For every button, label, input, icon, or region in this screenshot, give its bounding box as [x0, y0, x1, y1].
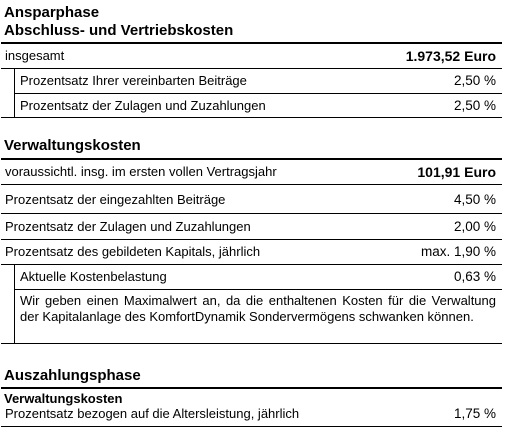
- total-row-abschlusskosten: [0, 44, 502, 68]
- table-row: [0, 69, 502, 93]
- divider: [1, 426, 502, 427]
- footnote-text: Wir geben einen Maximalwert an, da die enthaltenen Kosten für die Verwaltung der Kapitalanlage des KomfortDynamik Sondervermögens schwanken können.: [20, 293, 496, 324]
- row-value: max. 1,90 %: [420, 244, 496, 259]
- row-value: 1,75 %: [453, 406, 496, 421]
- row-label: Prozentsatz bezogen auf die Altersleistung, jährlich: [5, 406, 300, 421]
- total-label: insgesamt: [5, 48, 65, 63]
- table-row-current-cost: [0, 265, 502, 289]
- row-value: 4,50 %: [453, 192, 496, 207]
- row-label: Prozentsatz des gebildeten Kapitals, jährlich: [5, 244, 261, 259]
- table-row: [0, 188, 502, 212]
- section-title-auszahlungsphase: Auszahlungsphase: [4, 367, 141, 384]
- divider: [1, 343, 502, 344]
- table-row: [0, 402, 502, 426]
- row-label: Prozentsatz Ihrer vereinbarten Beiträge: [20, 73, 247, 88]
- row-value: 2,00 %: [453, 219, 496, 234]
- subsection-title-abschlusskosten: Abschluss- und Vertriebskosten: [4, 22, 234, 39]
- row-value: 2,50 %: [453, 98, 496, 113]
- total-row-verwaltungskosten: [0, 160, 502, 184]
- divider: [1, 387, 502, 389]
- section-title-verwaltungskosten: Verwaltungskosten: [4, 137, 141, 154]
- subsection-title-verwaltungskosten: Verwaltungskosten: [4, 391, 123, 406]
- row-value: 0,63 %: [453, 269, 496, 284]
- row-label: Prozentsatz der Zulagen und Zuzahlungen: [20, 98, 266, 113]
- divider: [1, 117, 502, 118]
- divider: [1, 213, 502, 214]
- row-label: Aktuelle Kostenbelastung: [20, 269, 167, 284]
- table-row: [0, 215, 502, 239]
- total-value: 1.973,52 Euro: [405, 48, 496, 64]
- row-value: 2,50 %: [453, 73, 496, 88]
- total-label: voraussichtl. insg. im ersten vollen Vertragsjahr: [5, 164, 277, 179]
- divider: [1, 184, 502, 185]
- divider: [14, 289, 502, 290]
- total-value: 101,91 Euro: [417, 164, 496, 180]
- row-label: Prozentsatz der eingezahlten Beiträge: [5, 192, 226, 207]
- table-row: [0, 240, 502, 264]
- table-row: [0, 94, 502, 118]
- row-label: Prozentsatz der Zulagen und Zuzahlungen: [5, 219, 251, 234]
- section-title-ansparphase: Ansparphase: [4, 4, 100, 21]
